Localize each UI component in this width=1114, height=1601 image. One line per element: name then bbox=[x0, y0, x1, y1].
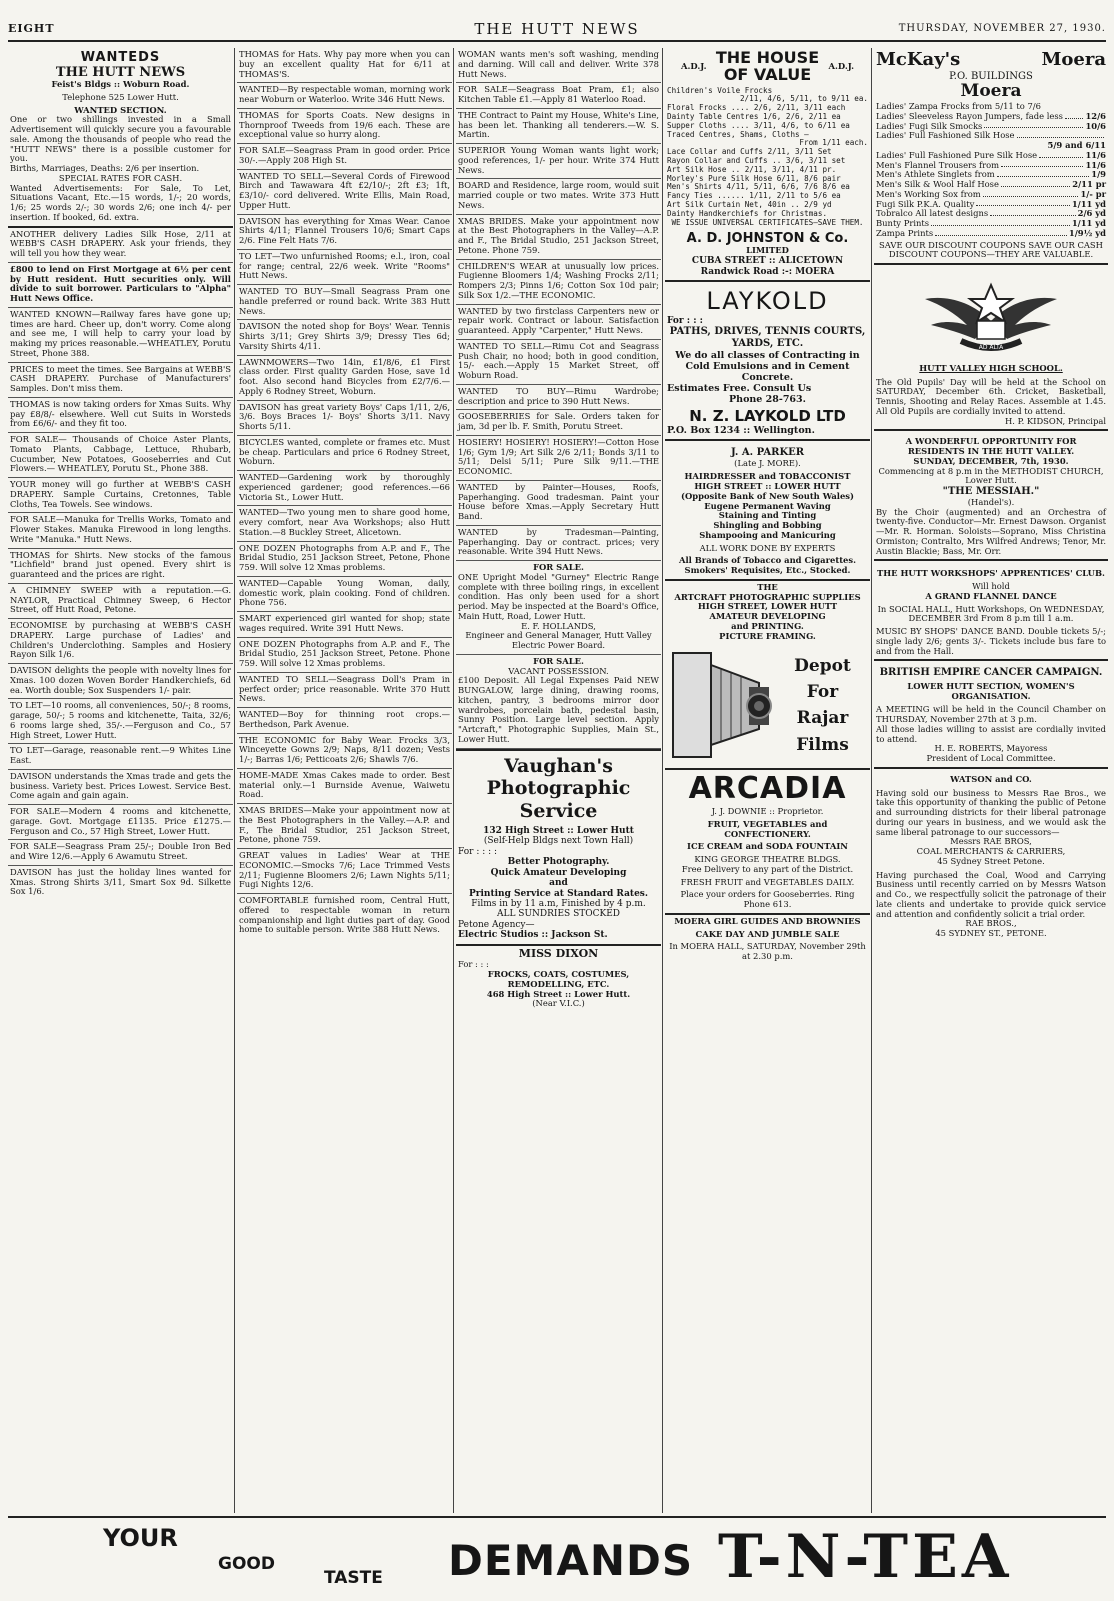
parker-line: Shampooing and Manicuring bbox=[699, 529, 836, 540]
dixon-title: MISS DIXON bbox=[518, 946, 599, 960]
parker-line: HIGH STREET :: LOWER HUTT bbox=[694, 481, 841, 492]
classified-ad: TO LET—Two unfurnished Rooms; e.l., iron, coal for range; central, 22/6 week. Write "Rooms" Hutt News. bbox=[237, 250, 452, 285]
column-wanteds bbox=[8, 48, 233, 1513]
workshops-dance: A GRAND FLANNEL DANCE bbox=[925, 590, 1057, 601]
artcraft-line: and PRINTING. bbox=[731, 620, 804, 631]
cancer-heading: BRITISH EMPIRE CANCER CAMPAIGN. bbox=[879, 667, 1103, 679]
classified-ad: DAVISON has just the holiday lines wanted for Xmas. Strong Shirts 3/11, Smart Sox 9d. Silkette Sox 1/6. bbox=[10, 866, 231, 897]
mckays-ad bbox=[874, 48, 1108, 265]
price-line: Men's Shirts 4/11, 5/11, 6/6, 7/6 8/6 ea bbox=[667, 182, 850, 192]
masthead bbox=[8, 20, 1106, 42]
messiah-composer: (Handel's). bbox=[967, 496, 1015, 507]
price-line: Dainty Handkerchiefs for Christmas. bbox=[667, 208, 828, 218]
tea-banner bbox=[8, 1516, 1106, 1592]
classified-ad: £800 to lend on First Mortgage at 6½ per cent by Hutt resident. Hutt securities only. Will divide to suit borrower. Particulars to "Alpha" Hutt News Office. bbox=[8, 263, 233, 308]
notice-subheading: VACANT POSSESSION. bbox=[508, 665, 609, 676]
column-classifieds-3 bbox=[456, 48, 661, 1513]
classified-ad: WOMAN wants men's soft washing, mending and darning. Will call and deliver. Write 378 Hutt News. bbox=[456, 48, 661, 83]
notice-heading: FOR SALE. bbox=[533, 562, 584, 572]
rates-body: Wanted Advertisements: For Sale, To Let, Situations Vacant, Etc.—15 words, 1/-; 20 words, 1/6; 25 words 2/-; 30 words 2/6; one inch 4/- per insertion. If booked, 6d. extra. bbox=[10, 182, 231, 222]
school-crest-emblem bbox=[921, 281, 1061, 355]
watson-rae: Messrs RAE BROS, bbox=[950, 836, 1032, 847]
for-sale-bungalow-notice bbox=[456, 655, 661, 749]
messiah-body: By the Choir (augmented) and an Orchestra of twenty-five. Conductor—Mr. Ernest Dawson. Organist—Mr. R. Horman. Soloists—Soprano, Miss Christina Ormiston; Contralto, Mrs Wilfred Andrews; Tenor, Mr. Austin Blackie; Bass, Mr. Orr. bbox=[876, 506, 1106, 556]
vaughans-line: Films in by 11 a.m, Finished by 4 p.m. bbox=[471, 898, 646, 909]
artcraft-line: PICTURE FRAMING. bbox=[719, 630, 816, 641]
classified-ad: WANTED—Capable Young Woman, daily, domestic work, plain cooking. Fond of children. Phone 756. bbox=[237, 577, 452, 612]
classified-ad: SMART experienced girl wanted for shop; state wages required. Write 391 Hutt News. bbox=[237, 612, 452, 638]
classified-ad: WANTED TO SELL—Rimu Cot and Seagrass Push Chair, no hood; both in good condition, 15/- each.—Apply 15 Market Street, off Woburn Road. bbox=[456, 340, 661, 385]
crest-book-icon bbox=[977, 321, 1005, 339]
arcadia-line: FRUIT, VEGETABLES and CONFECTIONERY. bbox=[707, 818, 828, 839]
price-value: 12/6 bbox=[1085, 110, 1106, 121]
classified-ad: ONE DOZEN Photographs from A.P. and F., The Bridal Studio, 251 Jackson Street, Petone. Phone 759. Will solve 12 Xmas problems. bbox=[237, 638, 452, 673]
vaughans-line: Electric Studios :: Jackson St. bbox=[458, 930, 608, 941]
watson-body: Having sold our business to Messrs Rae Bros., we take this opportunity of thanking the public of Petone and surrounding districts for their liberal patronage during our years in business, and we would ask the same liberal patronage to our successors— bbox=[876, 787, 1106, 837]
price-value: 1/11 yd bbox=[1071, 218, 1106, 229]
price-line: From 1/11 each. bbox=[799, 138, 868, 148]
price-line: Lace Collar and Cuffs 2/11, 3/11 Set bbox=[667, 147, 832, 157]
hutt-valley-high-school-notice bbox=[874, 265, 1108, 431]
classified-ad: FOR SALE—Seagrass Pram in good order. Price 30/-.—Apply 208 High St. bbox=[237, 144, 452, 170]
classified-ad: THOMAS for Shirts. New stocks of the famous "Lichfield" brand just opened. Every shirt is guaranteed and the prices are right. bbox=[8, 549, 233, 584]
classified-ad: WANTED by Tradesman—Painting, Paperhanging. Day or contract. prices; very reasonable. Write 394 Hutt News. bbox=[456, 526, 661, 561]
column-rule bbox=[871, 48, 872, 1513]
cancer-campaign-notice bbox=[874, 661, 1108, 769]
classified-ad: THOMAS for Hats. Why pay more when you can buy an excellent quality Hat for 6/11 at THOMAS'S. bbox=[237, 48, 452, 83]
price-line: WE ISSUE UNIVERSAL CERTIFICATES—SAVE THEM. bbox=[671, 217, 864, 227]
artcraft-line: ARTCRAFT PHOTOGRAPHIC SUPPLIES bbox=[674, 591, 861, 602]
parker-line: Shingling and Bobbing bbox=[713, 520, 822, 531]
arcadia-line: KING GEORGE THEATRE BLDGS. bbox=[694, 854, 841, 865]
banner-brand: T-N-TEA bbox=[718, 1522, 1013, 1592]
price-value: 1/9½ yd bbox=[1068, 227, 1106, 238]
mckays-name: McKay's bbox=[876, 49, 961, 70]
arcadia-ad bbox=[665, 770, 870, 915]
vaughans-line: Better Photography. bbox=[507, 857, 610, 868]
wanteds-title: WANTEDS bbox=[80, 50, 161, 65]
price-value: 5/9 and 6/11 bbox=[1047, 140, 1106, 151]
laykold-box: P.O. Box 1234 :: Wellington. bbox=[667, 424, 815, 436]
classified-ad: FOR SALE—Manuka for Trellis Works, Tomato and Flower Stakes. Manuka Firewood in long lengths. Write "Manuka." Hutt News. bbox=[8, 513, 233, 548]
price-value: 1/11 yd bbox=[1071, 198, 1106, 209]
parker-line: HAIRDRESSER and TOBACCONIST bbox=[684, 471, 851, 482]
classified-ad: TO LET—Garage, reasonable rent.—9 Whites Line East. bbox=[8, 744, 233, 770]
arcadia-proprietor: J. J. DOWNIE :: Proprietor. bbox=[711, 806, 824, 817]
house-of-value-ad bbox=[665, 48, 870, 282]
price-line: Supper Cloths .... 3/11, 4/6, to 6/11 ea bbox=[667, 120, 850, 130]
classified-ad: LAWNMOWERS—Two 14in, £1/8/6, £1 First class order. First quality Garden Hose, save 1d foot. Also second hand Bicycles from £2/7/6.—Apply 6 Rodney Street, Woburn. bbox=[237, 356, 452, 401]
lens-glass bbox=[754, 701, 764, 711]
classified-ad: YOUR money will go further at WEBB'S CASH DRAPERY. Sample Curtains, Cretonnes, Table Cloths, Tea Towels. See windows. bbox=[8, 478, 233, 513]
parker-line: Staining and Tinting bbox=[718, 510, 817, 521]
price-line: Traced Centres, Shams, Cloths — bbox=[667, 129, 809, 139]
laykold-line: We do all classes of Contracting in Cold Emulsions and in Cement Concrete. bbox=[675, 349, 860, 383]
messiah-line: Commencing at 8 p.m in the METHODIST CHURCH, Lower Hutt. bbox=[878, 465, 1104, 486]
classified-ad: THOMAS is now taking orders for Xmas Suits. Why pay £8/8/- elsewhere. Well cut Suits in Worsteds from £6/6/- and they fit too. bbox=[8, 398, 233, 433]
price-line: Rayon Collar and Cuffs .. 3/6, 3/11 set bbox=[667, 155, 846, 165]
moera-title: MOERA GIRL GUIDES AND BROWNIES bbox=[674, 915, 861, 926]
classified-ad: A CHIMNEY SWEEP with a reputation.—G. NAYLOR, Practical Chimney Sweep, 6 Hector Street, off Hutt Road, Petone. bbox=[8, 584, 233, 619]
price-item: Men's Working Sox from bbox=[876, 188, 981, 199]
classified-ad: WANTED—By respectable woman, morning work near Woburn or Waterloo. Write 346 Hutt News. bbox=[237, 83, 452, 109]
watson-signature: RAE BROS., bbox=[965, 918, 1017, 929]
mckays-coupons: SAVE OUR DISCOUNT COUPONS SAVE OUR CASH DISCOUNT COUPONS—THEY ARE VALUABLE. bbox=[879, 239, 1103, 260]
mckays-moera: Moera bbox=[1041, 49, 1106, 70]
classified-ad: FOR SALE—Seagrass Boat Pram, £1; also Kitchen Table £1.—Apply 81 Waterloo Road. bbox=[456, 83, 661, 109]
laykold-ad bbox=[665, 282, 870, 441]
paper-telephone: Telephone 525 Lower Hutt. bbox=[62, 91, 179, 102]
arcadia-title: ARCADIA bbox=[688, 771, 847, 807]
price-line: 2/11, 4/6, 5/11, to 9/11 ea. bbox=[739, 94, 868, 104]
classified-ad: WANTED KNOWN—Railway fares have gone up; times are hard. Cheer up, don't worry. Come along and see me, I will help to carry your load by making my prices reasonable.—WHEATLEY, Porutu Street, Phone 388. bbox=[8, 308, 233, 363]
johnston-address: CUBA STREET :: ALICETOWN bbox=[691, 256, 844, 267]
vaughans-for: For : : : : bbox=[458, 846, 498, 857]
dixon-line: FROCKS, COATS, COSTUMES, REMODELLING, ETC. bbox=[487, 969, 630, 989]
banner-word: TASTE bbox=[324, 1568, 383, 1588]
classified-ad: WANTED by Painter—Houses, Roofs, Paperhanging. Good tradesman. Paint your House before Xmas.—Apply Secretary Hutt Band. bbox=[456, 481, 661, 526]
classified-ad: XMAS BRIDES—Make your appointment now at the Best Photographers in the Valley.—A.P. and F., The Bridal Studior, 251 Jackson Street, Petone, phone 759. bbox=[237, 804, 452, 849]
column-rule bbox=[662, 48, 663, 1513]
classified-ad: DAVISON has great variety Boys' Caps 1/11, 2/6, 3/6. Boys Braces 1/- Boys' Shorts 3/11. Navy Shorts 5/11. bbox=[237, 401, 452, 436]
price-item: Ladies' Fugi Silk Smocks bbox=[876, 120, 983, 131]
classified-ad: WANTED—Boy for thinning root crops.—Berthedson, Park Avenue. bbox=[237, 708, 452, 734]
special-rates-title: SPECIAL RATES FOR CASH. bbox=[58, 172, 183, 183]
laykold-line: Estimates Free. Consult Us bbox=[667, 382, 812, 394]
column-classifieds-2 bbox=[237, 48, 452, 1513]
watson-rae-notice bbox=[874, 769, 1108, 942]
watson-signature-2: 45 SYDNEY ST., PETONE. bbox=[935, 928, 1047, 939]
price-line: Floral Frocks .... 2/6, 2/11, 3/11 each bbox=[667, 103, 846, 113]
wanted-section-body: One or two shillings invested in a Small Advertisement will quickly secure you a favourable sale. Among the thousands of people who read the "HUTT NEWS" there is a possible customer for you. bbox=[10, 114, 231, 164]
paper-title: THE HUTT NEWS bbox=[55, 65, 186, 81]
mckays-po: P.O. BUILDINGS bbox=[949, 70, 1033, 82]
school-signature: H. P. KIDSON, Principal bbox=[1005, 415, 1106, 426]
notice-body: £100 Deposit. All Legal Expenses Paid NEW BUNGALOW, large dining, drawing rooms, kitchen, pantry, 3 bedrooms mirror door wardrobes, porcelain bath, pedestal basin, Sunny Position. Large level section. Apply "Artcraft," Photographic Supplies, Main St., Lower Hutt. bbox=[458, 675, 659, 744]
price-item: Ladies' Full Fashioned Silk Hose bbox=[876, 130, 1015, 141]
classified-ad: PRICES to meet the times. See Bargains at WEBB'S CASH DRAPERY. Purchase of Manufacturers' Samples. Don't miss them. bbox=[8, 363, 233, 398]
johnston-address-2: Randwick Road :-: MOERA bbox=[700, 266, 835, 277]
artcraft-depot: Rajar bbox=[796, 708, 849, 729]
price-line: Art Silk Hose .. 2/11, 3/11, 4/11 pr. bbox=[667, 164, 837, 174]
column-notices bbox=[874, 48, 1108, 1513]
johnston-limited: LIMITED bbox=[746, 245, 789, 256]
price-item: Zampa Prints bbox=[876, 227, 934, 238]
price-item: Ladies' Zampa Frocks from 5/11 to 7/6 bbox=[876, 101, 1041, 112]
artcraft-line: HIGH STREET, LOWER HUTT bbox=[697, 601, 838, 612]
classified-ad: THE ECONOMIC for Baby Wear. Frocks 3/3, Winceyette Gowns 2/9; Naps, 8/11 dozen; Vests 1/-; Barras 1/6; Petticoats 2/6; Shawls 7/6. bbox=[237, 734, 452, 769]
laykold-for: For : : : bbox=[667, 315, 704, 326]
price-item: Tobralco All latest designs bbox=[876, 208, 989, 219]
banner-word: YOUR bbox=[103, 1524, 178, 1552]
moera-guides-ad bbox=[665, 915, 870, 965]
notice-body: ONE Upright Model "Gurney" Electric Range complete with three boiling rings, in excellent condition. Has only been used for a short period. May be inspected at the Board's Office, Main Hutt, Road, Lower Hutt. bbox=[458, 571, 659, 621]
laykold-line: Phone 28-763. bbox=[729, 393, 806, 405]
house-of-value-list bbox=[667, 87, 868, 228]
laykold-company: N. Z. LAYKOLD LTD bbox=[689, 406, 846, 425]
vaughans-ad bbox=[456, 749, 661, 946]
banner-word: DEMANDS bbox=[448, 1536, 694, 1585]
arcadia-line: ICE CREAM and SODA FOUNTAIN bbox=[687, 841, 848, 852]
artcraft-ad bbox=[665, 581, 870, 771]
vaughans-address: 132 High Street :: Lower Hutt bbox=[483, 825, 634, 836]
classified-ad: XMAS BRIDES. Make your appointment now at the Best Photographers in the Valley—A.P. and F., The Bridal Studio, 251 Jackson Street, Petone. Phone 759. bbox=[456, 215, 661, 260]
artcraft-depot: For bbox=[806, 681, 839, 702]
classified-ad: FOR SALE— Thousands of Choice Aster Plants, Tomato Plants, Cabbage, Lettuce, Rhubarb, Cucumber, New Potatoes, Gooseberries and Cut Flowers.— WHEATLEY, Porutu St., Phone 388. bbox=[8, 433, 233, 478]
adj-mark: A.D.J. bbox=[680, 60, 707, 71]
workshops-line: MUSIC BY SHOPS' DANCE BAND. Double tickets 5/-; single lady 2/6; gents 3/-. Tickets include bus fare to and from the Hall. bbox=[876, 626, 1106, 656]
moera-line: CAKE DAY AND JUMBLE SALE bbox=[695, 928, 840, 939]
arcadia-line: Free Delivery to any part of the District. bbox=[681, 863, 854, 874]
price-value: 11/6 bbox=[1085, 159, 1106, 170]
classified-ad: ECONOMISE by purchasing at WEBB'S CASH DRAPERY. Large purchase of Ladies' and Children's Underclothing. Samples and Hosiery Rayon Silk 1/6. bbox=[8, 619, 233, 664]
parker-title: J. A. PARKER bbox=[730, 446, 805, 458]
price-item: Ladies' Full Fashioned Pure Silk Hose bbox=[876, 149, 1038, 160]
adj-mark: A.D.J. bbox=[828, 60, 855, 71]
cancer-body: A MEETING will be held in the Council Chamber on THURSDAY, November 27th at 3 p.m. bbox=[876, 704, 1106, 725]
artcraft-line: THE bbox=[757, 581, 778, 592]
classified-ad: THE Contract to Paint my House, White's Line, has been let. Thanking all tenderers.—W. S. Martin. bbox=[456, 109, 661, 144]
notice-signature: E. F. HOLLANDS, bbox=[521, 620, 596, 631]
vaughans-address-2: (Self-Help Bldgs next Town Hall) bbox=[483, 836, 634, 847]
classified-ad: GREAT values in Ladies' Wear at THE ECONOMIC.—Smocks 7/6; Lace Trimmed Vests 2/11; Fugienne Bloomers 2/6; Lawn Nights 5/11; Fugi Nights 12/6. bbox=[237, 849, 452, 894]
wanteds-header bbox=[8, 48, 233, 228]
for-sale-range-notice bbox=[456, 561, 661, 655]
parker-line: ALL WORK DONE BY EXPERTS bbox=[699, 542, 836, 553]
classified-ad: SUPERIOR Young Woman wants light work; good references, 1/- per hour. Write 374 Hutt News. bbox=[456, 144, 661, 179]
johnston-name: A. D. JOHNSTON & Co. bbox=[686, 231, 849, 247]
workshops-heading: THE HUTT WORKSHOPS' APPRENTICES' CLUB. bbox=[877, 568, 1105, 579]
classified-ad: FOR SALE—Seagrass Pram 25/-; Double Iron Bed and Wire 12/6.—Apply 6 Awamutu Street. bbox=[8, 840, 233, 866]
classified-ad: ONE DOZEN Photographs from A.P. and F., The Bridal Studio, 251 Jackson Street, Petone, Phone 759. Will solve 12 Xmas problems. bbox=[237, 542, 452, 577]
classified-ad: WANTED TO SELL—Seagrass Doll's Pram in perfect order; price reasonable. Write 370 Hutt News. bbox=[237, 673, 452, 708]
dixon-line: 468 High Street :: Lower Hutt. bbox=[486, 988, 631, 999]
vaughans-line: Printing Service at Standard Rates. bbox=[468, 888, 649, 899]
workshops-line: In SOCIAL HALL, Hutt Workshops, On WEDNESDAY, DECEMBER 3rd From 8 p.m till 1 a.m. bbox=[877, 603, 1105, 624]
price-item: Bunty Prints bbox=[876, 218, 930, 229]
vaughans-title: Vaughan's Photographic Service bbox=[486, 754, 631, 823]
arcadia-line: Place your orders for Gooseberries. Ring Phone 613. bbox=[680, 889, 855, 910]
camera-body bbox=[673, 653, 711, 757]
artcraft-depot: Depot bbox=[794, 655, 851, 676]
classified-ad: WANTED—Gardening work by thoroughly experienced gardener; good references.—66 Victoria St., Lower Hutt. bbox=[237, 471, 452, 506]
classified-ad: WANTED by two firstclass Carpenters new or repair work. Contract or labour. Satisfaction guaranteed. Apply "Carpenter," Hutt News. bbox=[456, 305, 661, 340]
notice-signature-title: Engineer and General Manager, Hutt Valley Electric Power Board. bbox=[465, 630, 652, 650]
classified-ad: COMFORTABLE furnished room, Central Hutt, offered to respectable woman in return companionship and light duties part of day. Good home to suitable person. Write 388 Hutt News. bbox=[239, 895, 450, 935]
cancer-signature-title: President of Local Committee. bbox=[926, 753, 1056, 764]
price-item: Men's Athlete Singlets from bbox=[876, 169, 995, 180]
price-line: Art Silk Curtain Net, 40in .. 2/9 yd bbox=[667, 199, 832, 209]
banner-word: GOOD bbox=[218, 1554, 275, 1574]
classified-ad: DAVISON the noted shop for Boys' Wear. Tennis Shirts 3/11; Grey Shirts 3/9; Dressy Ties 6d; Varsity Shirts 4/11. bbox=[237, 320, 452, 355]
school-body: The Old Pupils' Day will be held at the School on SATURDAY, December 6th. Cricket, Basketball, Tennis, Shooting and Relay Races. Assemble at 1.45. All Old Pupils are cordially invited to attend. bbox=[876, 376, 1106, 416]
parker-ad bbox=[665, 441, 870, 581]
classified-ad: DAVISON has everything for Xmas Wear. Canoe Shirts 4/11; Flannel Trousers 10/6; Smart Caps 2/6. Fine Felt Hats 7/6. bbox=[237, 215, 452, 250]
parker-sub: (Late J. MORE). bbox=[734, 457, 801, 468]
classified-ad: DAVISON understands the Xmas trade and gets the business. Variety best. Prices Lowest. Service Best. Come again and gain again. bbox=[8, 770, 233, 805]
classified-ad: HOSIERY! HOSIERY! HOSIERY!—Cotton Hose 1/6; Gym 1/9; Art Silk 2/6 2/11; Bonds 3/11 to 5/11; Delsi 5/11; Pure Silk 9/11.—THE ECONOMIC. bbox=[456, 436, 661, 481]
price-value: 1/- pr bbox=[1080, 188, 1106, 199]
price-value: 1/9 bbox=[1091, 169, 1106, 180]
price-value: 2/6 yd bbox=[1077, 208, 1106, 219]
cancer-body-2: All those ladies willing to assist are cordially invited to attend. bbox=[876, 723, 1106, 744]
classified-ad: GOOSEBERRIES for Sale. Orders taken for jam, 3d per lb. F. Smith, Porutu Street. bbox=[456, 410, 661, 436]
artcraft-line: AMATEUR DEVELOPING bbox=[709, 611, 826, 622]
artcraft-depot: Films bbox=[796, 734, 849, 755]
classified-ad: WANTED—Two young men to share good home, every comfort, near Ava Workshops; also Hutt Station.—8 Buckley Street, Alicetown. bbox=[237, 506, 452, 541]
classified-ad: CHILDREN'S WEAR at unusually low prices. Fugienne Bloomers 1/4; Washing Frocks 2/11; Rompers 2/3; Pinns 1/6; Cotton Sox 10d pair; Silk Sox 1/2.—THE ECONOMIC. bbox=[456, 260, 661, 305]
price-line: Morley's Pure Silk Hose 6/11, 8/6 pair bbox=[667, 173, 841, 183]
classified-ad: BICYCLES wanted, complete or frames etc. Must be cheap. Particulars and price 6 Rodney Street, Woburn. bbox=[237, 436, 452, 471]
parker-line: All Brands of Tobacco and Cigarettes. Smokers' Requisites, Etc., Stocked. bbox=[678, 555, 857, 576]
classified-ad: BOARD and Residence, large room, would suit married couple or two mates. Write 373 Hutt News. bbox=[456, 179, 661, 214]
watson-heading: WATSON and CO. bbox=[950, 773, 1032, 784]
classified-ad: WANTED TO BUY—Small Seagrass Pram one handle preferred or round back. Write 383 Hutt News. bbox=[237, 285, 452, 320]
issue-date: THURSDAY, NOVEMBER 27, 1930. bbox=[898, 23, 1106, 34]
house-of-value-title: THE HOUSE OF VALUE bbox=[715, 48, 820, 84]
camera-illustration bbox=[667, 645, 777, 765]
messiah-date: SUNDAY, DECEMBER, 7th, 1930. bbox=[913, 455, 1069, 466]
dixon-for: For : : : bbox=[458, 959, 489, 970]
price-line: Fancy Ties ...... 1/11, 2/11 to 5/6 ea bbox=[667, 191, 841, 201]
classified-ad: ANOTHER delivery Ladies Silk Hose, 2/11 at WEBB'S CASH DRAPERY. Ask your friends, they will tell you how they wear. bbox=[8, 228, 233, 263]
cancer-signature: H. E. ROBERTS, Mayoress bbox=[934, 743, 1048, 754]
watson-coal: COAL MERCHANTS & CARRIERS, bbox=[916, 846, 1066, 857]
parker-line: (Opposite Bank of New South Wales) bbox=[681, 490, 854, 501]
price-item: Men's Flannel Trousers from bbox=[876, 159, 1000, 170]
cancer-subheading: LOWER HUTT SECTION, WOMEN'S ORGANISATION. bbox=[907, 680, 1075, 701]
price-item: Men's Silk & Wool Half Hose bbox=[876, 179, 999, 190]
notice-heading: FOR SALE. bbox=[533, 655, 584, 666]
classified-ad: WANTED TO BUY—Rimu Wardrobe; description and price to 390 Hutt News. bbox=[456, 385, 661, 411]
price-item: Ladies' Sleeveless Rayon Jumpers, fade less bbox=[876, 110, 1063, 121]
page-number: EIGHT bbox=[8, 22, 55, 35]
laykold-title: LAYKOLD bbox=[706, 287, 829, 316]
classified-ad: THOMAS for Sports Coats. New designs in Thornproof Tweeds from 19/6 each. These are exceptional value so hurry along. bbox=[237, 109, 452, 144]
vaughans-line: Petone Agency— bbox=[458, 919, 535, 930]
messiah-title: "THE MESSIAH." bbox=[942, 486, 1040, 498]
miss-dixon-ad bbox=[456, 946, 661, 1013]
messiah-notice bbox=[874, 431, 1108, 561]
paper-address: Feist's Bldgs :: Woburn Road. bbox=[51, 79, 190, 90]
parker-line: Eugene Permanent Waving bbox=[704, 500, 831, 511]
column-display-ads bbox=[665, 48, 870, 1513]
mckays-location: Moera bbox=[960, 81, 1022, 102]
dixon-line: (Near V.I.C.) bbox=[532, 998, 585, 1009]
laykold-line: PATHS, DRIVES, TENNIS COURTS, YARDS, ETC. bbox=[669, 326, 866, 349]
arcadia-line: FRESH FRUIT and VEGETABLES DAILY. bbox=[680, 876, 855, 887]
wanted-section-title: WANTED SECTION. bbox=[74, 104, 167, 115]
price-line: Children's Voile Frocks bbox=[667, 85, 773, 95]
classified-ad: FOR SALE—Modern 4 rooms and kitchenette, garage. Govt. Mortgage £1135. Price £1275.—Ferguson and Co., 57 High Street, Lower Hutt. bbox=[8, 805, 233, 840]
classified-ad: DAVISON delights the people with novelty lines for Xmas. 100 dozen Woven Border Handkerchiefs, 6d ea. Worth double; Sox Suspenders 1/- pair. bbox=[8, 664, 233, 699]
vaughans-line: Quick Amateur Developing bbox=[490, 867, 627, 878]
price-value: 10/6 bbox=[1085, 120, 1106, 131]
classified-ad: TO LET—10 rooms, all conveniences, 50/-; 8 rooms, garage, 50/-; 5 rooms and kitchenette, Taita, 32/6; 6 rooms large shed, 35/-.—Ferguson and Co., 57 High Street, Lower Hutt. bbox=[8, 699, 233, 744]
column-rule bbox=[453, 48, 454, 1513]
crest-motto: AD ALTA bbox=[978, 344, 1004, 352]
price-value: 11/6 bbox=[1085, 149, 1106, 160]
price-line: Dainty Table Centres 1/6, 2/6, 2/11 ea bbox=[667, 111, 841, 121]
vaughans-line: and bbox=[549, 878, 568, 889]
watson-address: 45 Sydney Street Petone. bbox=[937, 855, 1045, 866]
moera-line: In MOERA HALL, SATURDAY, November 29th at 2.30 p.m. bbox=[669, 941, 866, 962]
classified-ad: WANTED TO SELL—Several Cords of Firewood Birch and Tawawara 4ft £2/10/-; 2ft £3; 1ft, £3/10/- cord delivered. Write Ellis, Main Road, Upper Hutt. bbox=[237, 170, 452, 215]
price-item: Fugi Silk P.K.A. Quality bbox=[876, 198, 975, 209]
workshops-line: Will hold bbox=[972, 581, 1010, 592]
newspaper-name: THE HUTT NEWS bbox=[474, 20, 640, 38]
school-title: HUTT VALLEY HIGH SCHOOL. bbox=[919, 362, 1063, 373]
births-rates: Births, Marriages, Deaths: 2/6 per insertion. bbox=[10, 163, 200, 174]
price-row bbox=[876, 229, 1106, 239]
price-value: 2/11 pr bbox=[1072, 179, 1106, 190]
classified-ad: HOME-MADE Xmas Cakes made to order. Best material only.—1 Burnside Avenue, Waiwetu Road. bbox=[237, 769, 452, 804]
messiah-heading: A WONDERFUL OPPORTUNITY FOR RESIDENTS IN THE HUTT VALLEY. bbox=[905, 436, 1077, 457]
watson-body-2: Having purchased the Coal, Wood and Carrying Business until recently carried on by Messrs Watson and Co., we respectfully solicit the patronage of their late clients and undertake to provide quick service and attention and confidently solicit a trial order. bbox=[876, 869, 1106, 919]
column-rule bbox=[234, 48, 235, 1513]
workshops-dance-notice bbox=[874, 561, 1108, 661]
vaughans-line: ALL SUNDRIES STOCKED bbox=[496, 909, 621, 920]
